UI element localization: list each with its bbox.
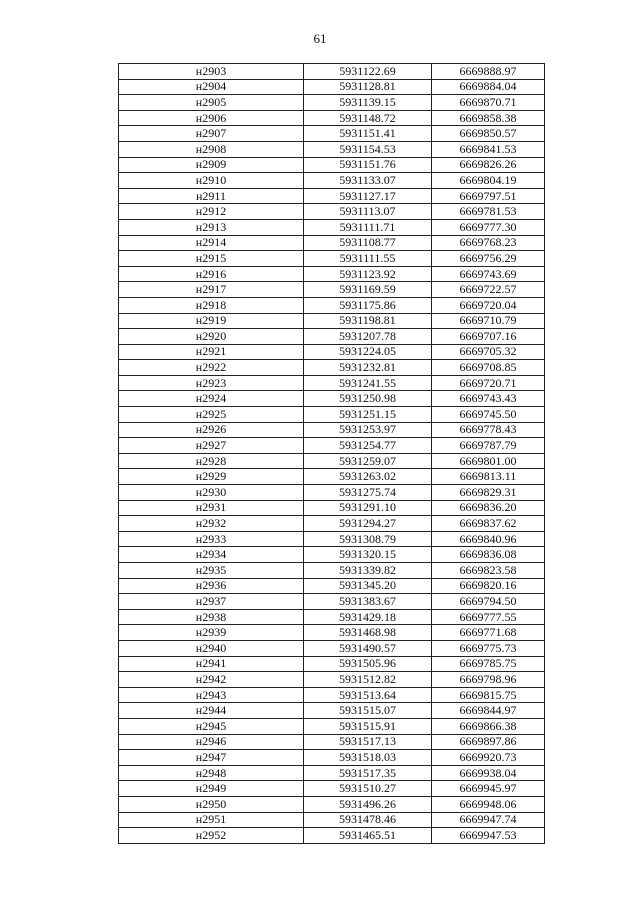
y-coordinate-cell: 6669787.79 <box>432 438 545 454</box>
y-coordinate-cell: 6669823.58 <box>432 563 545 579</box>
point-id-cell: н2937 <box>119 594 304 610</box>
point-id-cell: н2939 <box>119 625 304 641</box>
table-row <box>119 188 545 204</box>
point-id-cell: н2918 <box>119 297 304 313</box>
table-row <box>119 656 545 672</box>
x-coordinate-cell: 5931148.72 <box>304 110 432 126</box>
x-coordinate-cell: 5931490.57 <box>304 640 432 656</box>
y-coordinate-cell: 6669844.97 <box>432 703 545 719</box>
x-coordinate-cell: 5931383.67 <box>304 594 432 610</box>
y-coordinate-cell: 6669804.19 <box>432 173 545 189</box>
point-id-cell: н2925 <box>119 407 304 423</box>
x-coordinate-cell: 5931320.15 <box>304 547 432 563</box>
table-row <box>119 765 545 781</box>
y-coordinate-cell: 6669840.96 <box>432 531 545 547</box>
table-row <box>119 750 545 766</box>
point-id-cell: н2907 <box>119 126 304 142</box>
table-row <box>119 438 545 454</box>
x-coordinate-cell: 5931250.98 <box>304 391 432 407</box>
point-id-cell: н2905 <box>119 95 304 111</box>
x-coordinate-cell: 5931175.86 <box>304 297 432 313</box>
table-row <box>119 796 545 812</box>
table-row <box>119 422 545 438</box>
y-coordinate-cell: 6669920.73 <box>432 750 545 766</box>
table-row <box>119 578 545 594</box>
point-id-cell: н2910 <box>119 173 304 189</box>
table-row <box>119 547 545 563</box>
y-coordinate-cell: 6669720.71 <box>432 375 545 391</box>
y-coordinate-cell: 6669947.53 <box>432 828 545 844</box>
y-coordinate-cell: 6669771.68 <box>432 625 545 641</box>
point-id-cell: н2922 <box>119 360 304 376</box>
y-coordinate-cell: 6669829.31 <box>432 485 545 501</box>
y-coordinate-cell: 6669797.51 <box>432 188 545 204</box>
x-coordinate-cell: 5931253.97 <box>304 422 432 438</box>
x-coordinate-cell: 5931111.71 <box>304 219 432 235</box>
point-id-cell: н2949 <box>119 781 304 797</box>
x-coordinate-cell: 5931122.69 <box>304 64 432 80</box>
table-row <box>119 64 545 80</box>
y-coordinate-cell: 6669945.97 <box>432 781 545 797</box>
table-row <box>119 235 545 251</box>
point-id-cell: н2903 <box>119 64 304 80</box>
x-coordinate-cell: 5931259.07 <box>304 453 432 469</box>
y-coordinate-cell: 6669884.04 <box>432 79 545 95</box>
y-coordinate-cell: 6669826.26 <box>432 157 545 173</box>
x-coordinate-cell: 5931123.92 <box>304 266 432 282</box>
x-coordinate-cell: 5931224.05 <box>304 344 432 360</box>
y-coordinate-cell: 6669850.57 <box>432 126 545 142</box>
point-id-cell: н2904 <box>119 79 304 95</box>
y-coordinate-cell: 6669815.75 <box>432 687 545 703</box>
y-coordinate-cell: 6669785.75 <box>432 656 545 672</box>
table-row <box>119 734 545 750</box>
x-coordinate-cell: 5931133.07 <box>304 173 432 189</box>
y-coordinate-cell: 6669777.30 <box>432 219 545 235</box>
table-row <box>119 625 545 641</box>
table-row <box>119 173 545 189</box>
point-id-cell: н2944 <box>119 703 304 719</box>
point-id-cell: н2923 <box>119 375 304 391</box>
point-id-cell: н2940 <box>119 640 304 656</box>
x-coordinate-cell: 5931207.78 <box>304 329 432 345</box>
table-row <box>119 391 545 407</box>
y-coordinate-cell: 6669948.06 <box>432 796 545 812</box>
point-id-cell: н2912 <box>119 204 304 220</box>
y-coordinate-cell: 6669743.43 <box>432 391 545 407</box>
table-row <box>119 204 545 220</box>
x-coordinate-cell: 5931169.59 <box>304 282 432 298</box>
point-id-cell: н2950 <box>119 796 304 812</box>
table-row <box>119 329 545 345</box>
point-id-cell: н2906 <box>119 110 304 126</box>
x-coordinate-cell: 5931518.03 <box>304 750 432 766</box>
point-id-cell: н2946 <box>119 734 304 750</box>
point-id-cell: н2909 <box>119 157 304 173</box>
point-id-cell: н2941 <box>119 656 304 672</box>
point-id-cell: н2915 <box>119 251 304 267</box>
point-id-cell: н2951 <box>119 812 304 828</box>
table-row <box>119 609 545 625</box>
y-coordinate-cell: 6669801.00 <box>432 453 545 469</box>
table-row <box>119 266 545 282</box>
x-coordinate-cell: 5931294.27 <box>304 516 432 532</box>
y-coordinate-cell: 6669778.43 <box>432 422 545 438</box>
y-coordinate-cell: 6669705.32 <box>432 344 545 360</box>
x-coordinate-cell: 5931339.82 <box>304 563 432 579</box>
y-coordinate-cell: 6669841.53 <box>432 141 545 157</box>
x-coordinate-cell: 5931505.96 <box>304 656 432 672</box>
x-coordinate-cell: 5931517.35 <box>304 765 432 781</box>
y-coordinate-cell: 6669745.50 <box>432 407 545 423</box>
point-id-cell: н2908 <box>119 141 304 157</box>
table-row <box>119 828 545 844</box>
y-coordinate-cell: 6669777.55 <box>432 609 545 625</box>
y-coordinate-cell: 6669888.97 <box>432 64 545 80</box>
point-id-cell: н2920 <box>119 329 304 345</box>
point-id-cell: н2942 <box>119 672 304 688</box>
table-row <box>119 516 545 532</box>
x-coordinate-cell: 5931465.51 <box>304 828 432 844</box>
x-coordinate-cell: 5931241.55 <box>304 375 432 391</box>
x-coordinate-cell: 5931512.82 <box>304 672 432 688</box>
x-coordinate-cell: 5931108.77 <box>304 235 432 251</box>
y-coordinate-cell: 6669707.16 <box>432 329 545 345</box>
x-coordinate-cell: 5931515.07 <box>304 703 432 719</box>
point-id-cell: н2913 <box>119 219 304 235</box>
table-row <box>119 563 545 579</box>
table-row <box>119 297 545 313</box>
point-id-cell: н2927 <box>119 438 304 454</box>
table-row <box>119 469 545 485</box>
table-row <box>119 531 545 547</box>
x-coordinate-cell: 5931515.91 <box>304 718 432 734</box>
point-id-cell: н2928 <box>119 453 304 469</box>
coordinates-table <box>118 63 545 844</box>
point-id-cell: н2919 <box>119 313 304 329</box>
point-id-cell: н2932 <box>119 516 304 532</box>
point-id-cell: н2924 <box>119 391 304 407</box>
x-coordinate-cell: 5931478.46 <box>304 812 432 828</box>
table-row <box>119 812 545 828</box>
y-coordinate-cell: 6669768.23 <box>432 235 545 251</box>
table-row <box>119 687 545 703</box>
point-id-cell: н2933 <box>119 531 304 547</box>
table-row <box>119 282 545 298</box>
table-row <box>119 407 545 423</box>
table-row <box>119 640 545 656</box>
table-row <box>119 453 545 469</box>
point-id-cell: н2921 <box>119 344 304 360</box>
y-coordinate-cell: 6669947.74 <box>432 812 545 828</box>
x-coordinate-cell: 5931198.81 <box>304 313 432 329</box>
x-coordinate-cell: 5931345.20 <box>304 578 432 594</box>
coordinates-table-body <box>119 64 545 844</box>
y-coordinate-cell: 6669722.57 <box>432 282 545 298</box>
point-id-cell: н2952 <box>119 828 304 844</box>
x-coordinate-cell: 5931232.81 <box>304 360 432 376</box>
x-coordinate-cell: 5931513.64 <box>304 687 432 703</box>
table-row <box>119 141 545 157</box>
x-coordinate-cell: 5931254.77 <box>304 438 432 454</box>
table-row <box>119 781 545 797</box>
x-coordinate-cell: 5931127.17 <box>304 188 432 204</box>
point-id-cell: н2935 <box>119 563 304 579</box>
y-coordinate-cell: 6669870.71 <box>432 95 545 111</box>
x-coordinate-cell: 5931468.98 <box>304 625 432 641</box>
x-coordinate-cell: 5931151.76 <box>304 157 432 173</box>
x-coordinate-cell: 5931139.15 <box>304 95 432 111</box>
point-id-cell: н2936 <box>119 578 304 594</box>
table-row <box>119 344 545 360</box>
point-id-cell: н2934 <box>119 547 304 563</box>
y-coordinate-cell: 6669756.29 <box>432 251 545 267</box>
x-coordinate-cell: 5931251.15 <box>304 407 432 423</box>
table-row <box>119 79 545 95</box>
y-coordinate-cell: 6669836.20 <box>432 500 545 516</box>
y-coordinate-cell: 6669775.73 <box>432 640 545 656</box>
x-coordinate-cell: 5931263.02 <box>304 469 432 485</box>
point-id-cell: н2917 <box>119 282 304 298</box>
table-row <box>119 594 545 610</box>
point-id-cell: н2929 <box>119 469 304 485</box>
y-coordinate-cell: 6669858.38 <box>432 110 545 126</box>
x-coordinate-cell: 5931111.55 <box>304 251 432 267</box>
y-coordinate-cell: 6669708.85 <box>432 360 545 376</box>
x-coordinate-cell: 5931517.13 <box>304 734 432 750</box>
x-coordinate-cell: 5931496.26 <box>304 796 432 812</box>
y-coordinate-cell: 6669794.50 <box>432 594 545 610</box>
table-row <box>119 110 545 126</box>
y-coordinate-cell: 6669866.38 <box>432 718 545 734</box>
x-coordinate-cell: 5931510.27 <box>304 781 432 797</box>
table-row <box>119 313 545 329</box>
table-row <box>119 672 545 688</box>
table-row <box>119 375 545 391</box>
page-number: 61 <box>313 31 327 46</box>
point-id-cell: н2948 <box>119 765 304 781</box>
point-id-cell: н2916 <box>119 266 304 282</box>
y-coordinate-cell: 6669781.53 <box>432 204 545 220</box>
y-coordinate-cell: 6669820.16 <box>432 578 545 594</box>
table-row <box>119 500 545 516</box>
point-id-cell: н2914 <box>119 235 304 251</box>
x-coordinate-cell: 5931291.10 <box>304 500 432 516</box>
table-row <box>119 126 545 142</box>
point-id-cell: н2926 <box>119 422 304 438</box>
y-coordinate-cell: 6669720.04 <box>432 297 545 313</box>
y-coordinate-cell: 6669938.04 <box>432 765 545 781</box>
table-row <box>119 360 545 376</box>
table-row <box>119 251 545 267</box>
y-coordinate-cell: 6669813.11 <box>432 469 545 485</box>
table-row <box>119 703 545 719</box>
table-row <box>119 157 545 173</box>
x-coordinate-cell: 5931154.53 <box>304 141 432 157</box>
y-coordinate-cell: 6669897.86 <box>432 734 545 750</box>
y-coordinate-cell: 6669743.69 <box>432 266 545 282</box>
table-row <box>119 95 545 111</box>
x-coordinate-cell: 5931128.81 <box>304 79 432 95</box>
point-id-cell: н2943 <box>119 687 304 703</box>
point-id-cell: н2931 <box>119 500 304 516</box>
point-id-cell: н2947 <box>119 750 304 766</box>
y-coordinate-cell: 6669798.96 <box>432 672 545 688</box>
y-coordinate-cell: 6669836.08 <box>432 547 545 563</box>
x-coordinate-cell: 5931113.07 <box>304 204 432 220</box>
point-id-cell: н2938 <box>119 609 304 625</box>
point-id-cell: н2930 <box>119 485 304 501</box>
x-coordinate-cell: 5931429.18 <box>304 609 432 625</box>
x-coordinate-cell: 5931151.41 <box>304 126 432 142</box>
table-row <box>119 718 545 734</box>
table-row <box>119 219 545 235</box>
y-coordinate-cell: 6669710.79 <box>432 313 545 329</box>
point-id-cell: н2945 <box>119 718 304 734</box>
table-row <box>119 485 545 501</box>
x-coordinate-cell: 5931275.74 <box>304 485 432 501</box>
point-id-cell: н2911 <box>119 188 304 204</box>
y-coordinate-cell: 6669837.62 <box>432 516 545 532</box>
x-coordinate-cell: 5931308.79 <box>304 531 432 547</box>
